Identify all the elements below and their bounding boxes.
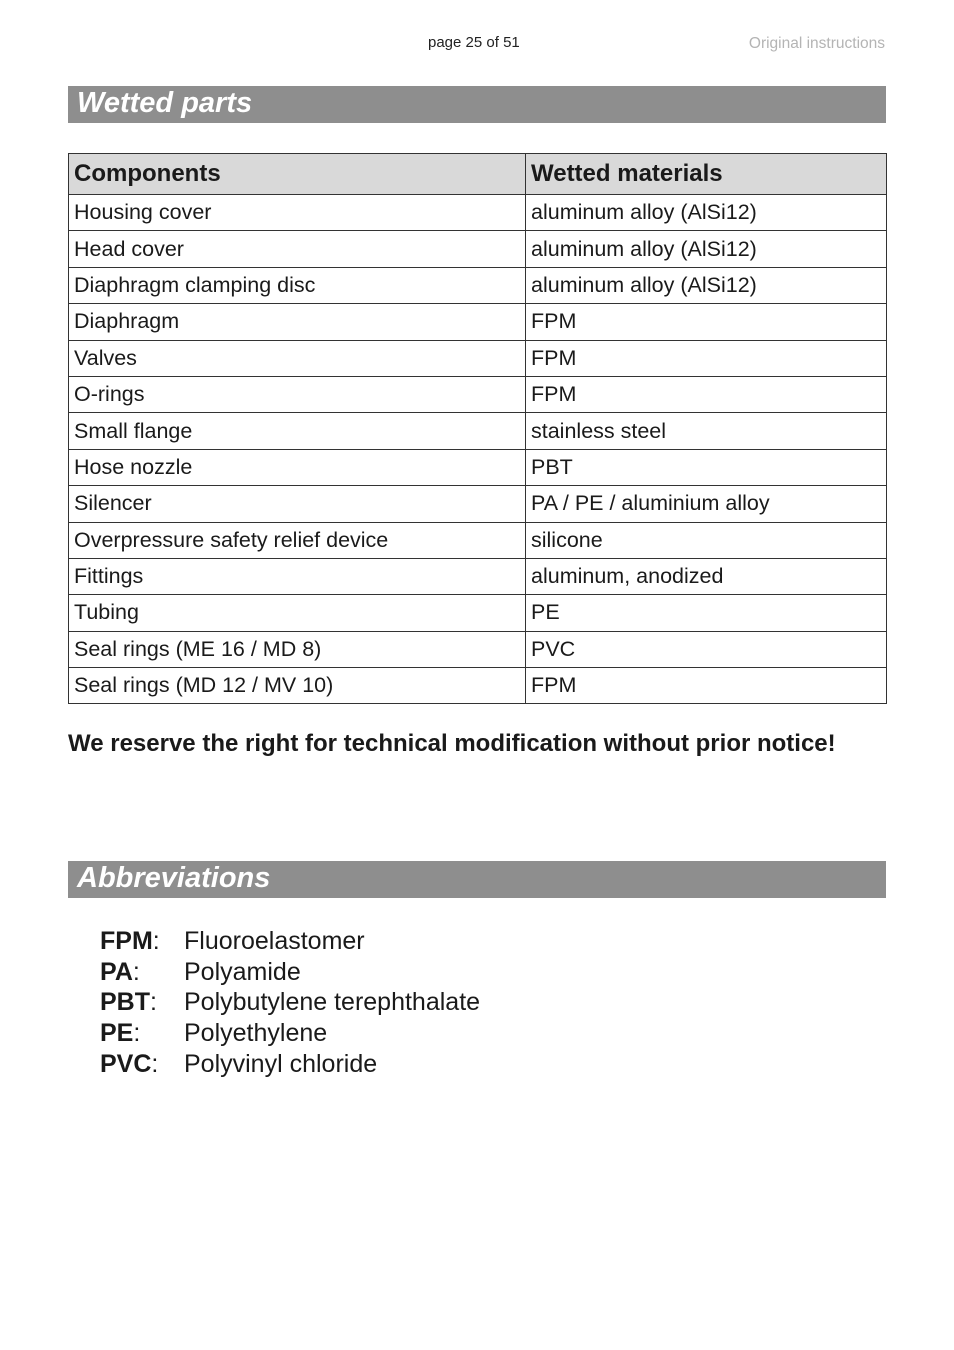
abbreviation-meaning: Polyamide: [184, 957, 301, 986]
table-body: [69, 195, 887, 704]
material-cell: aluminum alloy (AlSi12): [526, 231, 887, 267]
page-number: page 25 of 51: [428, 34, 520, 51]
component-cell: Seal rings (MD 12 / MV 10): [69, 668, 526, 704]
column-header-components: Components: [69, 154, 526, 195]
abbreviation-separator: :: [150, 988, 157, 1017]
material-cell: aluminum alloy (AlSi12): [526, 195, 887, 231]
table-row: [69, 304, 887, 340]
column-header-materials: Wetted materials: [526, 154, 887, 195]
material-cell: aluminum alloy (AlSi12): [526, 267, 887, 303]
component-cell: Head cover: [69, 231, 526, 267]
table-row: [69, 558, 887, 594]
abbreviation-term: FPM: [100, 927, 153, 955]
component-cell: Diaphragm: [69, 304, 526, 340]
abbreviations-list: [100, 926, 481, 1079]
material-cell: FPM: [526, 340, 887, 376]
component-cell: Fittings: [69, 558, 526, 594]
abbreviations-heading-bar: [68, 861, 886, 898]
component-cell: Housing cover: [69, 195, 526, 231]
material-cell: FPM: [526, 304, 887, 340]
abbreviation-item: [100, 926, 365, 957]
abbreviation-item: [100, 957, 301, 988]
component-cell: Silencer: [69, 486, 526, 522]
abbreviation-meaning: Polybutylene terephthalate: [184, 988, 481, 1017]
abbreviation-meaning: Fluoroelastomer: [184, 927, 365, 955]
component-cell: Overpressure safety relief device: [69, 522, 526, 558]
material-cell: PE: [526, 595, 887, 631]
modification-notice: We reserve the right for technical modification without prior notice!: [68, 730, 836, 757]
component-cell: Seal rings (ME 16 / MD 8): [69, 631, 526, 667]
table-header-row: [69, 154, 887, 195]
material-cell: PVC: [526, 631, 887, 667]
component-cell: O-rings: [69, 376, 526, 412]
table-row: [69, 231, 887, 267]
material-cell: PA / PE / aluminium alloy: [526, 486, 887, 522]
wetted-parts-heading-bar: [68, 86, 886, 123]
abbreviation-separator: :: [151, 1049, 159, 1078]
abbreviation-separator: :: [132, 957, 140, 986]
material-cell: PBT: [526, 449, 887, 485]
abbreviation-item: [100, 1018, 328, 1049]
abbreviation-term: PE: [100, 1019, 134, 1048]
wetted-materials-table: [68, 153, 887, 704]
table-row: [69, 267, 887, 303]
table-row: [69, 195, 887, 231]
component-cell: Diaphragm clamping disc: [69, 267, 526, 303]
component-cell: Small flange: [69, 413, 526, 449]
abbreviation-separator: :: [152, 927, 160, 955]
abbreviations-title: Abbreviations: [77, 862, 271, 894]
wetted-parts-title: Wetted parts: [77, 87, 253, 119]
table-row: [69, 668, 887, 704]
table-row: [69, 413, 887, 449]
abbreviation-meaning: Polyvinyl chloride: [184, 1049, 378, 1078]
abbreviation-meaning: Polyethylene: [184, 1019, 328, 1048]
abbreviation-item: [100, 987, 481, 1018]
table-row: [69, 340, 887, 376]
component-cell: Valves: [69, 340, 526, 376]
page-header: [0, 34, 954, 54]
abbreviation-term: PVC: [100, 1049, 152, 1078]
component-cell: Tubing: [69, 595, 526, 631]
abbreviation-separator: :: [133, 1019, 141, 1048]
component-cell: Hose nozzle: [69, 449, 526, 485]
table-row: [69, 595, 887, 631]
material-cell: silicone: [526, 522, 887, 558]
abbreviation-term: PA: [100, 957, 133, 986]
header-note: Original instructions: [748, 35, 885, 52]
abbreviation-item: [100, 1049, 378, 1080]
material-cell: aluminum, anodized: [526, 558, 887, 594]
table-row: [69, 631, 887, 667]
material-cell: stainless steel: [526, 413, 887, 449]
abbreviation-term: PBT: [100, 988, 150, 1017]
table-row: [69, 486, 887, 522]
table-row: [69, 449, 887, 485]
material-cell: FPM: [526, 376, 887, 412]
material-cell: FPM: [526, 668, 887, 704]
table-row: [69, 522, 887, 558]
table-row: [69, 376, 887, 412]
